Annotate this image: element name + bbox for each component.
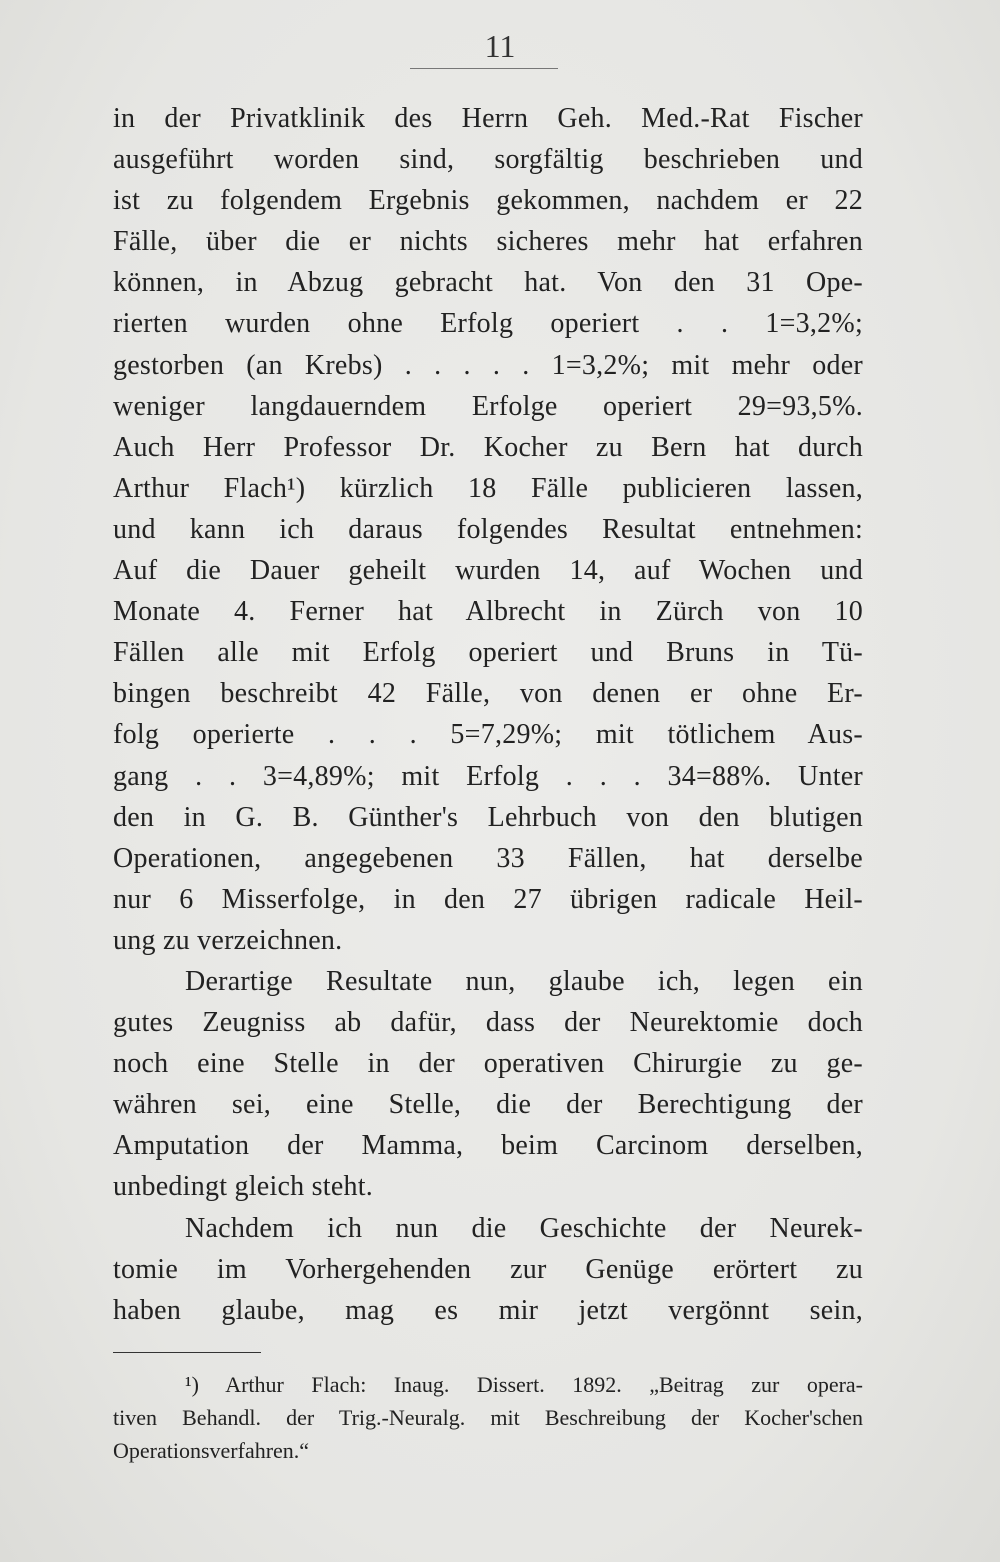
text-line: Fälle, über die er nichts sicheres mehr hat erfahren <box>113 226 863 258</box>
footnote-line: Operationsverfahren.“ <box>113 1438 310 1463</box>
footnote-line: tiven Behandl. der Trig.-Neuralg. mit Beschreibung der Kocher'schen <box>113 1405 863 1430</box>
text-line: können, in Abzug gebracht hat. Von den 31 Ope- <box>113 267 863 299</box>
text-line: haben glaube, mag es mir jetzt vergönnt sein, <box>113 1294 863 1326</box>
text-line: unbedingt gleich steht. <box>113 1171 374 1203</box>
page-number: 11 <box>484 28 516 64</box>
text-line: Amputation der Mamma, beim Carcinom derselben, <box>113 1130 863 1162</box>
text-line: währen sei, eine Stelle, die der Berechtigung der <box>113 1089 863 1121</box>
text-line: rierten wurden ohne Erfolg operiert . . 1=3,2%; <box>113 308 863 340</box>
footnote <box>113 1368 863 1467</box>
text-line: den in G. B. Günther's Lehrbuch von den blutigen <box>113 801 863 833</box>
text-line: ung zu verzeichnen. <box>113 924 343 956</box>
text-line: weniger langdauerndem Erfolge operiert 29=93,5%. <box>113 390 863 422</box>
footnote-line: ¹) Arthur Flach: Inaug. Dissert. 1892. „Beitrag zur opera- <box>185 1372 863 1397</box>
paragraph-start-line: Nachdem ich nun die Geschichte der Neurek- <box>185 1212 863 1244</box>
text-line: ist zu folgendem Ergebnis gekommen, nachdem er 22 <box>113 185 863 217</box>
text-line: Monate 4. Ferner hat Albrecht in Zürch von 10 <box>113 596 863 628</box>
header-rule <box>410 68 558 69</box>
text-line: gang . . 3=4,89%; mit Erfolg . . . 34=88%. Unter <box>113 760 863 792</box>
text-line: gutes Zeugniss ab dafür, dass der Neurektomie doch <box>113 1007 863 1039</box>
text-line: Auch Herr Professor Dr. Kocher zu Bern hat durch <box>113 431 863 463</box>
text-line: tomie im Vorhergehenden zur Genüge erörtert zu <box>113 1253 863 1285</box>
text-line: und kann ich daraus folgendes Resultat entnehmen: <box>113 513 863 545</box>
text-line: gestorben (an Krebs) . . . . . 1=3,2%; mit mehr oder <box>113 349 863 381</box>
text-line: Fällen alle mit Erfolg operiert und Bruns in Tü- <box>113 637 863 669</box>
text-line: ausgeführt worden sind, sorgfältig beschrieben und <box>113 144 863 176</box>
body-text <box>113 98 863 1331</box>
text-line: Operationen, angegebenen 33 Fällen, hat derselbe <box>113 842 863 874</box>
text-line: noch eine Stelle in der operativen Chirurgie zu ge- <box>113 1048 863 1080</box>
text-line: nur 6 Misserfolge, in den 27 übrigen radicale Heil- <box>113 883 863 915</box>
text-line: bingen beschreibt 42 Fälle, von denen er ohne Er- <box>113 678 863 710</box>
text-line: in der Privatklinik des Herrn Geh. Med.-Rat Fischer <box>113 103 863 134</box>
text-line: folg operierte . . . 5=7,29%; mit tötlichem Aus- <box>113 719 863 751</box>
text-line: Auf die Dauer geheilt wurden 14, auf Wochen und <box>113 555 863 587</box>
text-line: Arthur Flach¹) kürzlich 18 Fälle publicieren lassen, <box>113 472 863 504</box>
footnote-rule <box>113 1352 261 1353</box>
paragraph-start-line: Derartige Resultate nun, glaube ich, legen ein <box>185 965 863 997</box>
